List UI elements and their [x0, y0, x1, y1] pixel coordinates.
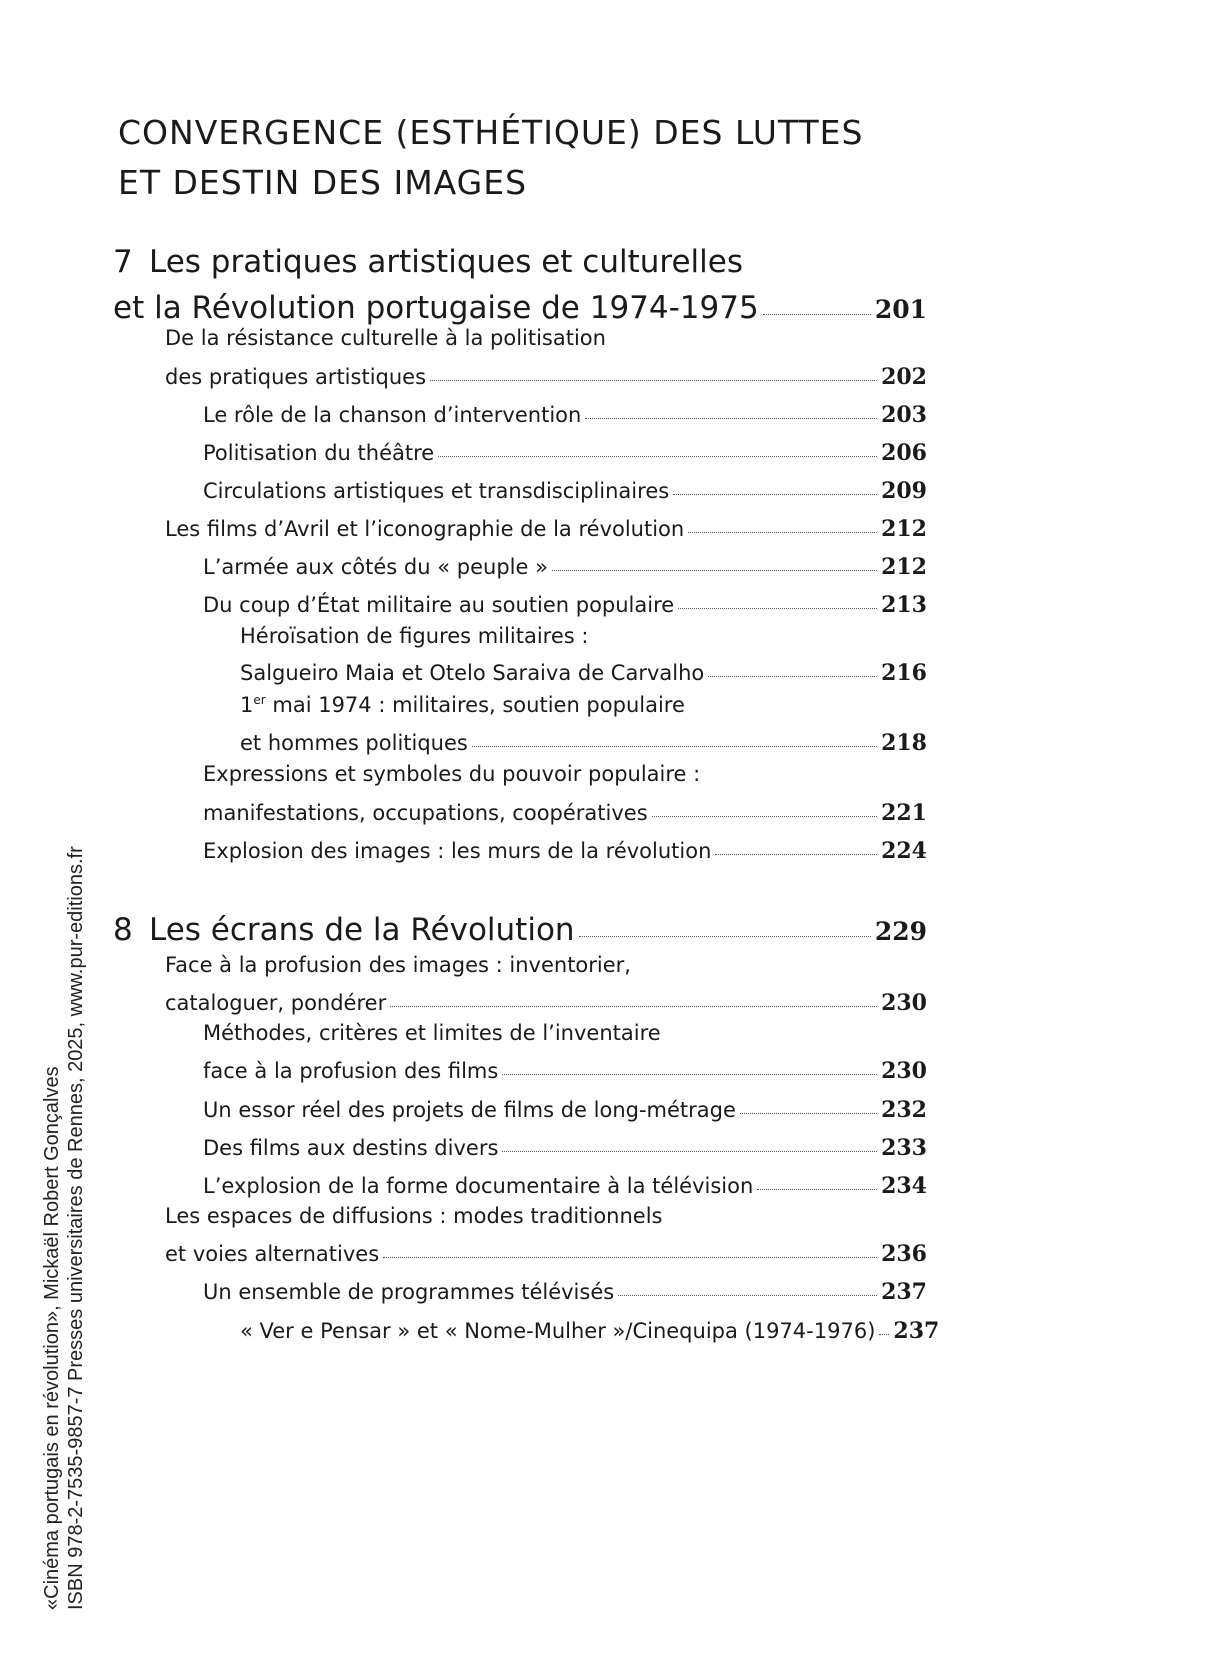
toc-entry[interactable]: et voies alternatives 236 [165, 1241, 927, 1267]
page-number: 203 [881, 402, 927, 428]
copyright-sidebar [40, 710, 88, 1610]
leader-dots [879, 1334, 889, 1335]
toc-entry[interactable]: Salgueiro Maia et Otelo Saraiva de Carvalho 216 [240, 660, 927, 686]
chapter-8-entry[interactable] [113, 912, 927, 948]
chapter-7-entry[interactable] [113, 290, 927, 326]
leader-dots [678, 608, 877, 609]
toc-entry[interactable]: « Ver e Pensar » et « Nome-Mulher »/Cinequipa (1974-1976) 237 [240, 1318, 940, 1344]
leader-dots [438, 456, 877, 457]
leader-dots [502, 1074, 877, 1075]
toc-entry-line-1: De la résistance culturelle à la politisation [165, 326, 606, 350]
chapter-7-title-line-1: 7 Les pratiques artistiques et culturelles [113, 244, 743, 280]
page-number: 212 [881, 554, 927, 580]
toc-entry-line-1: Les espaces de diffusions : modes traditionnels [165, 1204, 663, 1228]
page-number: 232 [881, 1097, 927, 1123]
page-number: 230 [881, 1058, 927, 1084]
page-number: 206 [881, 440, 927, 466]
toc-entry[interactable]: L’armée aux côtés du « peuple » 212 [203, 554, 927, 580]
toc-entry[interactable]: Le rôle de la chanson d’intervention 203 [203, 402, 927, 428]
leader-dots [585, 418, 877, 419]
toc-entry-line-1: Méthodes, critères et limites de l’inventaire [203, 1021, 661, 1045]
toc-entry[interactable]: Politisation du théâtre 206 [203, 440, 927, 466]
page-number: 237 [893, 1318, 940, 1344]
chapter-8-title: Les écrans de la Révolution [149, 912, 575, 948]
toc-entry-line-1: Face à la profusion des images : inventorier, [165, 953, 631, 977]
chapter-8-number: 8 [113, 912, 133, 948]
leader-dots [390, 1006, 877, 1007]
toc-entry[interactable]: Un ensemble de programmes télévisés 237 [203, 1279, 927, 1305]
leader-dots [618, 1295, 877, 1296]
toc-entry-line-1: 1er mai 1974 : militaires, soutien populaire [240, 693, 685, 717]
toc-entry[interactable]: et hommes politiques 218 [240, 730, 927, 756]
toc-entry[interactable]: Du coup d’État militaire au soutien populaire 213 [203, 592, 927, 618]
sidebar-line-1: «Cinéma portugais en révolution», Mickaël Robert Gonçalves [41, 1066, 63, 1610]
chapter-7-number: 7 [113, 244, 133, 280]
toc-entry[interactable]: des pratiques artistiques 202 [165, 364, 927, 390]
leader-dots [740, 1113, 877, 1114]
leader-dots [383, 1257, 877, 1258]
page-number: 213 [881, 592, 927, 618]
page-number: 230 [881, 990, 927, 1016]
toc-entry[interactable]: Circulations artistiques et transdisciplinaires 209 [203, 478, 927, 504]
part-title-line-2: ET DESTIN DES IMAGES [118, 163, 528, 202]
leader-dots [673, 494, 877, 495]
chapter-7-title-line-2: et la Révolution portugaise de 1974-1975 [113, 290, 759, 326]
toc-entry[interactable]: Des films aux destins divers 233 [203, 1135, 927, 1161]
toc-entry-line-1: Héroïsation de figures militaires : [240, 624, 589, 648]
page-number: 216 [881, 660, 927, 686]
leader-dots [688, 532, 877, 533]
leader-dots [708, 676, 877, 677]
page-number: 234 [881, 1173, 927, 1199]
page-number: 224 [881, 838, 927, 864]
leader-dots [715, 854, 877, 855]
page-number: 229 [874, 917, 927, 946]
leader-dots [652, 816, 877, 817]
part-title-line-1: CONVERGENCE (ESTHÉTIQUE) DES LUTTES [118, 113, 864, 152]
leader-dots [502, 1151, 877, 1152]
toc-entry[interactable]: Les films d’Avril et l’iconographie de la révolution 212 [165, 516, 927, 542]
leader-dots [430, 380, 877, 381]
page-number: 221 [881, 800, 927, 826]
toc-entry-line-1: Expressions et symboles du pouvoir populaire : [203, 762, 701, 786]
leader-dots [763, 314, 871, 315]
leader-dots [757, 1189, 877, 1190]
toc-entry[interactable]: face à la profusion des films 230 [203, 1058, 927, 1084]
page-number: 233 [881, 1135, 927, 1161]
page-number: 237 [881, 1279, 927, 1305]
leader-dots [552, 570, 877, 571]
page-number: 209 [881, 478, 927, 504]
leader-dots [579, 936, 871, 937]
page-number: 218 [881, 730, 927, 756]
page-number: 212 [881, 516, 927, 542]
toc-entry[interactable]: L’explosion de la forme documentaire à la télévision 234 [203, 1173, 927, 1199]
toc-entry[interactable]: Explosion des images : les murs de la révolution 224 [203, 838, 927, 864]
sidebar-line-2: ISBN 978-2-7535-9857-7 Presses universitaires de Rennes, 2025, www.pur-editions.fr [65, 846, 87, 1610]
leader-dots [472, 746, 877, 747]
toc-entry[interactable]: manifestations, occupations, coopératives 221 [203, 800, 927, 826]
toc-entry[interactable]: cataloguer, pondérer 230 [165, 990, 927, 1016]
toc-entry[interactable]: Un essor réel des projets de films de long-métrage 232 [203, 1097, 927, 1123]
page-number: 201 [874, 295, 927, 324]
page-number: 236 [881, 1241, 927, 1267]
page-number: 202 [881, 364, 927, 390]
